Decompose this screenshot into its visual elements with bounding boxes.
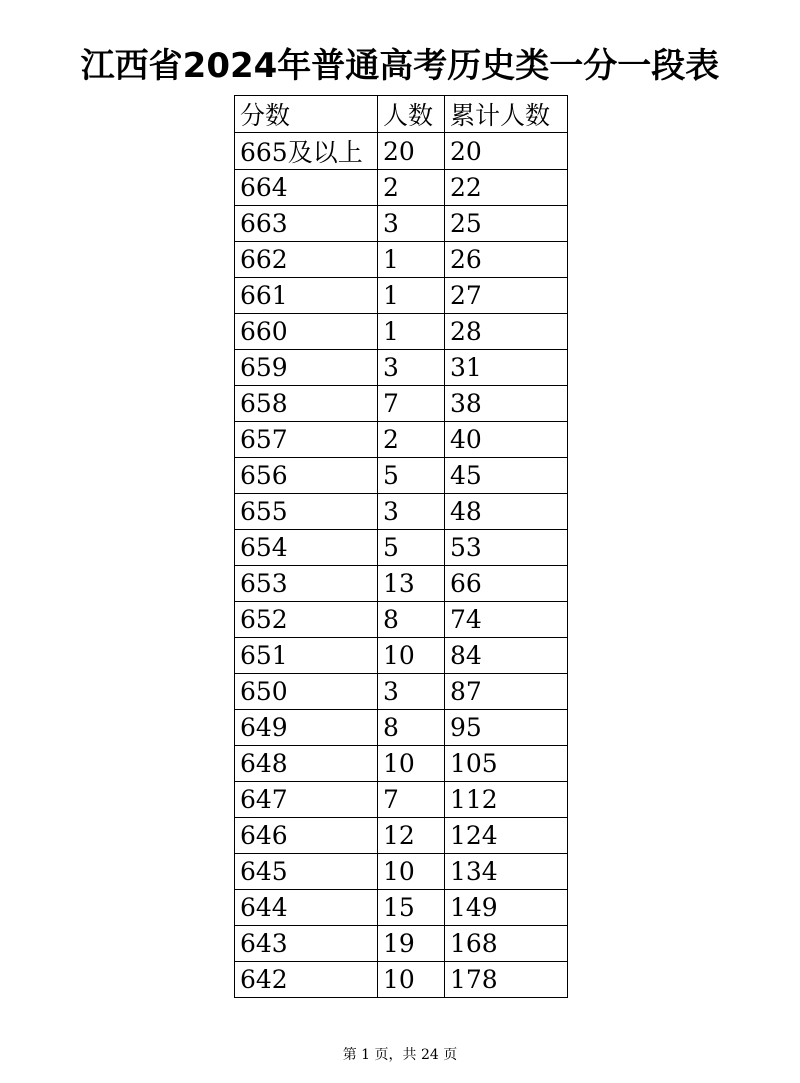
cell-count: 19 (378, 926, 445, 962)
cell-score: 647 (235, 782, 378, 818)
cell-count: 15 (378, 890, 445, 926)
table-row (235, 278, 568, 314)
page-footer: 第 1 页，共 24 页 (342, 1047, 458, 1063)
table-row (235, 818, 568, 854)
cell-cumulative: 66 (445, 566, 568, 602)
cell-score: 642 (235, 962, 378, 998)
table-row (235, 746, 568, 782)
cell-cumulative: 28 (445, 314, 568, 350)
cell-cumulative: 48 (445, 494, 568, 530)
table-row (235, 782, 568, 818)
cell-count: 7 (378, 386, 445, 422)
table-row (235, 530, 568, 566)
table-row (235, 133, 568, 170)
cell-score: 646 (235, 818, 378, 854)
cell-count: 5 (378, 458, 445, 494)
cell-cumulative: 87 (445, 674, 568, 710)
table-row (235, 422, 568, 458)
cell-count: 7 (378, 782, 445, 818)
cell-count: 5 (378, 530, 445, 566)
table-row (235, 710, 568, 746)
cell-cumulative: 74 (445, 602, 568, 638)
cell-cumulative: 26 (445, 242, 568, 278)
cell-count: 1 (378, 278, 445, 314)
table-row (235, 962, 568, 998)
cell-score: 660 (235, 314, 378, 350)
cell-score: 665及以上 (235, 133, 378, 170)
cell-cumulative: 40 (445, 422, 568, 458)
table-row (235, 602, 568, 638)
cell-score: 663 (235, 206, 378, 242)
cell-count: 13 (378, 566, 445, 602)
cell-count: 8 (378, 710, 445, 746)
cell-cumulative: 53 (445, 530, 568, 566)
cell-count: 3 (378, 350, 445, 386)
cell-count: 10 (378, 638, 445, 674)
table-row (235, 854, 568, 890)
cell-count: 8 (378, 602, 445, 638)
table-row (235, 350, 568, 386)
header-score: 分数 (235, 96, 378, 133)
cell-score: 655 (235, 494, 378, 530)
table-row (235, 242, 568, 278)
cell-cumulative: 105 (445, 746, 568, 782)
cell-score: 658 (235, 386, 378, 422)
cell-count: 3 (378, 674, 445, 710)
cell-cumulative: 22 (445, 170, 568, 206)
cell-cumulative: 149 (445, 890, 568, 926)
cell-cumulative: 112 (445, 782, 568, 818)
cell-score: 657 (235, 422, 378, 458)
cell-count: 10 (378, 746, 445, 782)
header-count: 人数 (378, 96, 445, 133)
cell-count: 10 (378, 962, 445, 998)
cell-count: 2 (378, 170, 445, 206)
cell-count: 3 (378, 206, 445, 242)
table-row (235, 206, 568, 242)
cell-score: 664 (235, 170, 378, 206)
cell-count: 12 (378, 818, 445, 854)
cell-score: 644 (235, 890, 378, 926)
cell-count: 1 (378, 242, 445, 278)
cell-score: 651 (235, 638, 378, 674)
cell-score: 648 (235, 746, 378, 782)
cell-score: 656 (235, 458, 378, 494)
cell-cumulative: 45 (445, 458, 568, 494)
cell-cumulative: 38 (445, 386, 568, 422)
page-title: 江西省2024年普通高考历史类一分一段表 (80, 46, 720, 86)
cell-cumulative: 134 (445, 854, 568, 890)
table-row (235, 638, 568, 674)
cell-score: 661 (235, 278, 378, 314)
table-row (235, 926, 568, 962)
table-header (235, 96, 568, 133)
cell-count: 10 (378, 854, 445, 890)
cell-score: 650 (235, 674, 378, 710)
score-distribution-table (234, 95, 568, 998)
table-row (235, 674, 568, 710)
cell-cumulative: 25 (445, 206, 568, 242)
cell-count: 1 (378, 314, 445, 350)
header-cumulative: 累计人数 (445, 96, 568, 133)
table-row (235, 494, 568, 530)
table-row (235, 314, 568, 350)
cell-count: 20 (378, 133, 445, 170)
cell-count: 2 (378, 422, 445, 458)
table-row (235, 566, 568, 602)
cell-cumulative: 124 (445, 818, 568, 854)
cell-cumulative: 178 (445, 962, 568, 998)
table-body (235, 133, 568, 998)
table-row (235, 170, 568, 206)
cell-score: 652 (235, 602, 378, 638)
cell-score: 662 (235, 242, 378, 278)
cell-score: 645 (235, 854, 378, 890)
cell-cumulative: 95 (445, 710, 568, 746)
header-row (235, 96, 568, 133)
table-row (235, 386, 568, 422)
cell-score: 643 (235, 926, 378, 962)
table-row (235, 458, 568, 494)
cell-score: 653 (235, 566, 378, 602)
cell-count: 3 (378, 494, 445, 530)
cell-cumulative: 27 (445, 278, 568, 314)
cell-score: 654 (235, 530, 378, 566)
cell-cumulative: 84 (445, 638, 568, 674)
cell-score: 649 (235, 710, 378, 746)
cell-cumulative: 20 (445, 133, 568, 170)
cell-score: 659 (235, 350, 378, 386)
cell-cumulative: 31 (445, 350, 568, 386)
table-row (235, 890, 568, 926)
cell-cumulative: 168 (445, 926, 568, 962)
